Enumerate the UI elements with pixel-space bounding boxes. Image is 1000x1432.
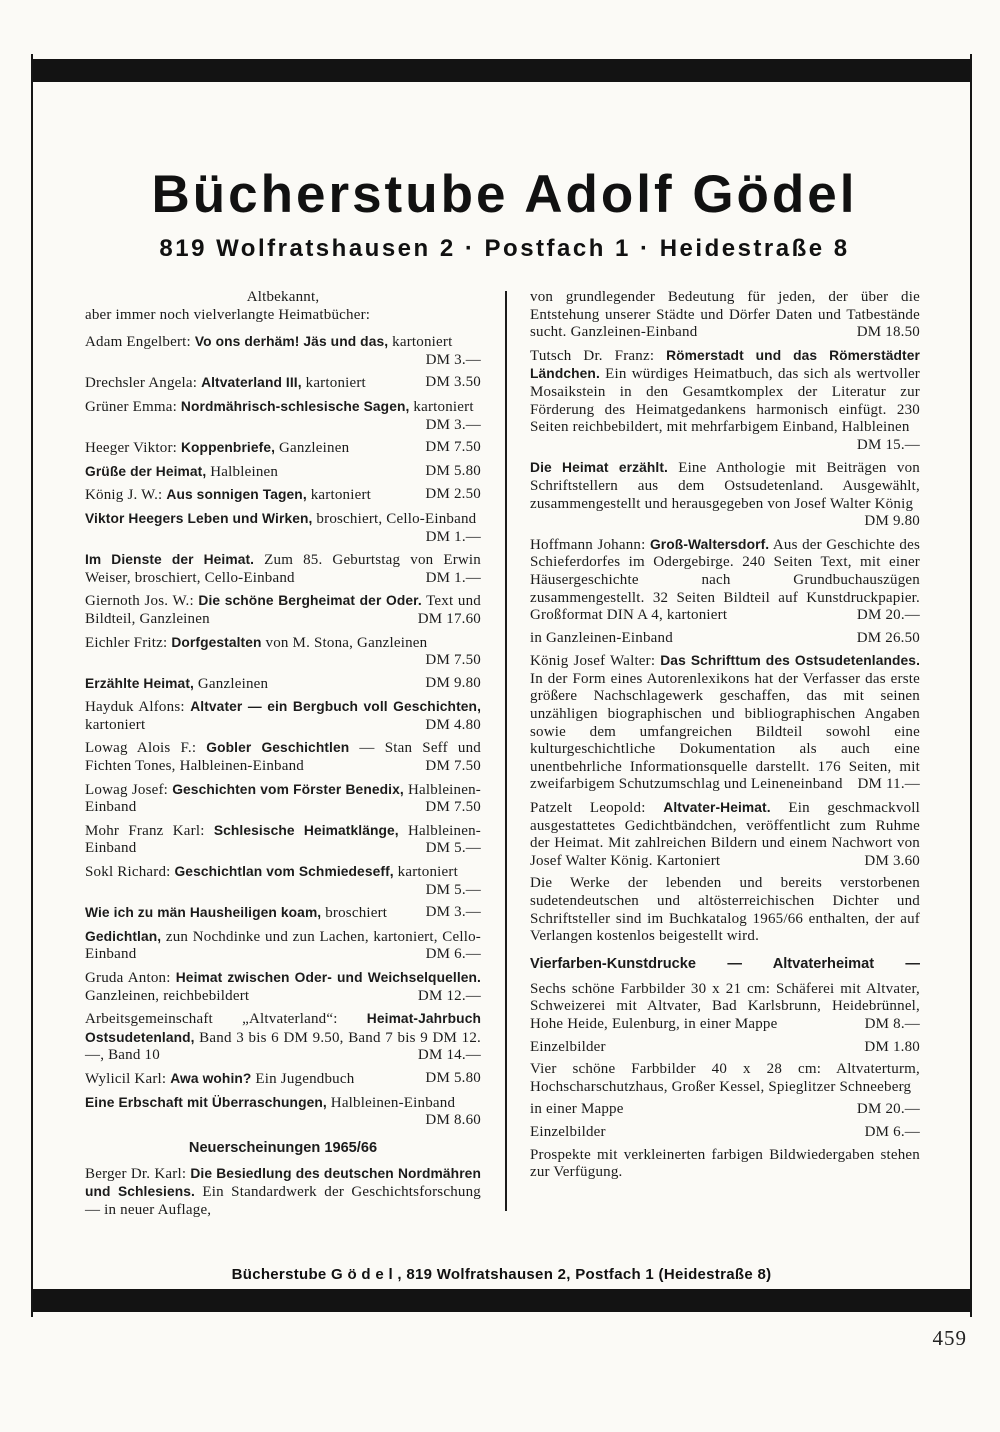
- page-frame: [31, 54, 972, 1317]
- price: DM 7.50: [425, 799, 481, 816]
- book-entry: [85, 439, 481, 458]
- book-entry: [530, 875, 920, 945]
- entry-text: Berger Dr. Karl:: [85, 1165, 191, 1182]
- entry-text: Eichler Fritz:: [85, 634, 172, 651]
- price: DM 5.80: [425, 1069, 481, 1086]
- price: DM 9.80: [864, 513, 920, 530]
- book-entry: [85, 1165, 481, 1220]
- book-entry: [85, 634, 481, 670]
- book-title: Erzählte Heimat,: [85, 675, 194, 691]
- price: DM 7.50: [425, 439, 481, 456]
- book-entry: [530, 459, 920, 530]
- entry-text: Halbleinen-Einband: [326, 1094, 456, 1111]
- book-entry: [530, 1101, 920, 1119]
- entry-text: Grüner Emma:: [85, 398, 181, 415]
- entry-text: Halbleinen: [206, 463, 279, 480]
- entry-text: Ein geschmackvoll ausgestattetes Gedichtbändchen, veröffentlicht zum Ruhme der Heimat. Mit zahlreichen Bildern und einem Nachwort von Josef Walter König. Kartoniert: [530, 800, 921, 869]
- entry-text: in Ganzleinen-Einband: [530, 629, 673, 646]
- price: DM 1.80: [864, 1038, 920, 1055]
- top-rule: [33, 59, 970, 82]
- book-title: Die Besiedlung des deutschen Nordmähren und Schlesiens.: [85, 1165, 481, 1200]
- book-entry: [530, 347, 920, 455]
- book-entry: [85, 781, 481, 817]
- price: DM 5.80: [425, 462, 481, 479]
- price: DM 7.50: [425, 652, 481, 669]
- price: DM 9.80: [425, 674, 481, 691]
- price: DM 3.60: [864, 852, 920, 869]
- section-heading: Neuerscheinungen 1965/66: [188, 1139, 378, 1156]
- entry-text: in einer Mappe: [530, 1101, 624, 1118]
- price: DM 17.60: [417, 610, 481, 627]
- price: DM 8.60: [425, 1112, 481, 1129]
- entry-text: broschiert: [321, 905, 388, 922]
- price: DM 1.—: [425, 528, 481, 545]
- entry-text: broschiert, Cello-Einband: [312, 510, 477, 527]
- entry-text: zun Nochdinke und zun Lachen, kartoniert, Cello-Einband: [85, 928, 481, 963]
- book-entry: [530, 1147, 920, 1182]
- left-column: [85, 289, 481, 1225]
- book-entry: [85, 510, 481, 546]
- book-entry: [85, 969, 481, 1005]
- entry-text: Einzelbilder: [530, 1123, 606, 1140]
- entry-text: Mohr Franz Karl:: [85, 822, 214, 839]
- entry-text: kartoniert: [409, 398, 474, 415]
- entry-text: Lowag Josef:: [85, 781, 173, 798]
- price: DM 18.50: [856, 324, 920, 341]
- entry-text: Ein Standardwerk der Geschichtsforschung — in neuer Auflage,: [85, 1184, 481, 1218]
- page-subtitle: 819 Wolfratshausen 2 · Postfach 1 · Heidestraße 8: [159, 235, 850, 262]
- book-title: Altvaterland III,: [201, 375, 302, 391]
- entry-text: Eine Anthologie mit Beiträgen von Schriftstellern aus dem Ostsudetenland. Ausgewählt, zusammengestellt und herausgegeben von Josef Walter König: [530, 460, 920, 512]
- page-number: 459: [932, 1326, 967, 1350]
- entry-text: Ganzleinen: [275, 440, 350, 457]
- entry-text: von M. Stona, Ganzleinen: [261, 634, 428, 651]
- book-title: Eine Erbschaft mit Überraschungen,: [85, 1094, 327, 1110]
- entry-text: Gruda Anton:: [85, 970, 176, 986]
- price: DM 5.—: [425, 840, 481, 857]
- entry-text: kartoniert: [306, 487, 372, 504]
- price: DM 5.—: [425, 881, 481, 898]
- price: DM 8.—: [864, 1015, 920, 1032]
- book-entry: [85, 1094, 481, 1130]
- price: DM 3.—: [425, 351, 481, 368]
- book-entry: [85, 928, 481, 964]
- book-entry: [85, 822, 481, 858]
- book-entry: [85, 739, 481, 775]
- entry-text: Wylicil Karl:: [85, 1070, 171, 1087]
- entry-text: von grundlegender Bedeutung für jeden, der über die Entstehung unserer Städte und Dörfer Daten und Tatbestände sucht. Ganzleinen-Einband: [530, 289, 920, 341]
- book-entry: [85, 592, 481, 628]
- price: DM 2.50: [425, 486, 481, 503]
- entry-text: Ganzleinen, reichbebildert: [85, 987, 250, 1004]
- entry-text: Aus der Geschichte des Schieferdorfes im Odergebirge. 240 Seiten Text, mit einer Häusergeschichte nach Grundbuchauszügen zusammengestellt. 32 Seiten Bildteil auf Kunstdruckpapier. Großformat DIN A 4, kartoniert: [530, 536, 920, 624]
- price: DM 15.—: [856, 436, 920, 453]
- book-title: Gedichtlan,: [85, 928, 162, 944]
- book-title: Aus sonnigen Tagen,: [166, 487, 307, 503]
- entry-text: Ein Jugendbuch: [251, 1070, 355, 1087]
- entry-text: Drechsler Angela:: [85, 375, 202, 392]
- price: DM 1.—: [425, 569, 481, 586]
- book-title: Schlesische Heimatklänge,: [213, 822, 399, 838]
- book-title: Koppenbriefe,: [180, 440, 276, 456]
- book-title: Viktor Heegers Leben und Wirken,: [85, 510, 313, 526]
- price: DM 12.—: [417, 987, 481, 1004]
- price: DM 6.—: [864, 1123, 920, 1140]
- entry-text: Giernoth Jos. W.:: [85, 593, 199, 610]
- book-entry: [85, 374, 481, 393]
- book-entry: [85, 1010, 481, 1065]
- book-title: Heimat zwischen Oder- und Weichselquellen.: [175, 970, 481, 985]
- book-title: Das Schrifttum des Ostsudetenlandes.: [660, 653, 920, 669]
- book-entry: [530, 652, 920, 794]
- entry-text: Tutsch Dr. Franz:: [530, 347, 667, 364]
- book-entry: [530, 981, 920, 1034]
- column-intro: [85, 289, 481, 324]
- book-entry: [85, 463, 481, 482]
- price: DM 7.50: [425, 758, 481, 775]
- book-title: Dorfgestalten: [171, 634, 262, 650]
- entry-text: — Stan Seff und Fichten Tones, Halbleinen-Einband: [85, 740, 481, 775]
- page-title: Bücherstube Adolf Gödel: [151, 165, 858, 224]
- book-entry: [530, 630, 920, 648]
- entry-text: Sokl Richard:: [85, 864, 175, 881]
- book-title: Die schöne Bergheimat der Oder.: [198, 593, 422, 609]
- footer-line: Bücherstube G ö d e l , 819 Wolfratshausen 2, Postfach 1 (Heidestraße 8): [231, 1266, 772, 1283]
- book-entry: [530, 536, 920, 625]
- book-title: Gobler Geschichtlen: [206, 740, 350, 756]
- price: DM 3.—: [425, 416, 481, 433]
- price: DM 20.—: [856, 607, 920, 624]
- section-heading: Vierfarben-Kunstdrucke — Altvaterheimat —: [530, 955, 920, 972]
- price: DM 3.50: [425, 374, 481, 391]
- book-entry: [530, 1061, 920, 1096]
- book-title: Wie ich zu män Hausheiligen koam,: [85, 905, 322, 921]
- entry-text: König Josef Walter:: [530, 653, 661, 670]
- entry-text: Halbleinen-Einband: [85, 822, 481, 857]
- entry-text: Arbeitsgemeinschaft „Altvaterland“:: [85, 1011, 367, 1028]
- book-title: Groß-Waltersdorf.: [649, 536, 770, 552]
- entry-text: Heeger Viktor:: [85, 440, 181, 457]
- intro-line: Altbekannt,: [246, 289, 320, 305]
- book-entry: [85, 333, 481, 369]
- book-title: Grüße der Heimat,: [85, 463, 207, 479]
- entry-text: Text und Bildteil, Ganzleinen: [85, 593, 481, 627]
- book-title: Im Dienste der Heimat.: [85, 552, 255, 568]
- book-entry: [530, 1124, 920, 1142]
- price: DM 4.80: [425, 716, 481, 733]
- book-entry: [85, 863, 481, 899]
- entry-text: Halbleinen-Einband: [85, 781, 481, 816]
- price: DM 11.—: [857, 776, 920, 793]
- entry-text: Vier schöne Farbbilder 40 x 28 cm: Altvaterturm, Hochscharschutzhaus, Großer Kessel, Spieglitzer Schneeberg: [530, 1061, 920, 1095]
- entry-text: Adam Engelbert:: [85, 334, 195, 351]
- book-title: Vo ons derhäm! Jäs und das,: [194, 334, 389, 350]
- entry-text: Ganzleinen: [193, 675, 269, 692]
- book-entry: [85, 675, 481, 694]
- entry-text: In der Form eines Autorenlexikons hat der Verfasser das erste größere Nachschlagewerk geschaffen, das mit seinen unzähligen biographischen und bibliographischen Angaben sowie dem umfangreichen Bildteil sowohl eine kulturgeschichtliche Dokumentation als auch eine unentbehrliche Informationsquelle darstellt. 176 Seiten, mit zweifarbigem Schutzumschlag und Leineneinband: [530, 670, 920, 793]
- entry-text: Zum 85. Geburtstag von Erwin Weiser, broschiert, Cello-Einband: [85, 552, 482, 586]
- price: DM 20.—: [856, 1101, 920, 1118]
- book-title: Heimat-Jahrbuch Ostsudetenland,: [85, 1011, 481, 1045]
- price: DM 14.—: [417, 1047, 481, 1064]
- price: DM 6.—: [425, 946, 481, 963]
- book-entry: [85, 551, 481, 587]
- entry-text: König J. W.:: [85, 487, 167, 504]
- entry-text: Einzelbilder: [530, 1038, 606, 1055]
- book-entry: [530, 799, 920, 870]
- entry-text: Die Werke der lebenden und bereits verstorbenen sudetendeutschen und altösterreichischen Dichter und Schriftsteller sind im Buchkatalog 1965/66 enthalten, der auf Verlangen kostenlos beigestellt wird.: [530, 875, 920, 945]
- entry-text: Hayduk Alfons:: [85, 699, 191, 716]
- book-title: Altvater — ein Bergbuch voll Geschichten,: [190, 699, 482, 715]
- book-entry: [85, 1070, 481, 1089]
- book-title: Geschichtlan vom Schmiedeseff,: [174, 864, 394, 880]
- book-entry: [85, 904, 481, 923]
- book-title: Die Heimat erzählt.: [530, 460, 668, 476]
- book-entry: [530, 289, 920, 342]
- entry-text: kartoniert: [85, 716, 146, 733]
- entry-text: Band 3 bis 6 DM 9.50, Band 7 bis 9 DM 12.—, Band 10: [85, 1029, 481, 1064]
- book-title: Römerstadt und das Römerstädter Ländchen.: [530, 347, 920, 382]
- intro-line: aber immer noch vielverlangte Heimatbücher:: [85, 306, 371, 323]
- book-title: Geschichten vom Förster Benedix,: [172, 781, 404, 797]
- entry-text: Sechs schöne Farbbilder 30 x 21 cm: Schäferei mit Altvater, Schweizerei mit Altvater, Bad Karlsbrunn, Heidebrünnel, Hohe Heide, Eulenburg, in einer Mappe: [530, 980, 920, 1032]
- column-divider: [505, 291, 507, 1211]
- book-entry: [85, 486, 481, 505]
- entry-text: kartoniert: [388, 334, 453, 351]
- bottom-rule: [33, 1289, 970, 1312]
- right-column: [530, 289, 920, 1225]
- book-entry: [530, 1039, 920, 1057]
- book-title: Nordmährisch-schlesische Sagen,: [180, 398, 410, 414]
- entry-text: kartoniert: [393, 864, 458, 881]
- page-content: [85, 136, 924, 1225]
- columns: [85, 289, 924, 1225]
- price: DM 26.50: [856, 629, 920, 646]
- entry-text: Patzelt Leopold:: [530, 800, 664, 817]
- entry-text: Lowag Alois F.:: [85, 740, 207, 757]
- entry-text: Hoffmann Johann:: [530, 536, 650, 553]
- book-entry: [85, 398, 481, 434]
- price: DM 3.—: [425, 904, 481, 921]
- book-title: Altvater-Heimat.: [663, 800, 771, 816]
- entry-text: kartoniert: [301, 375, 366, 392]
- entry-text: Prospekte mit verkleinerten farbigen Bildwiedergaben stehen zur Verfügung.: [530, 1146, 920, 1181]
- book-entry: [85, 698, 481, 734]
- book-title: Awa wohin?: [170, 1070, 252, 1086]
- entry-text: Ein würdiges Heimatbuch, das sich als wertvoller Mosaikstein in den Gesamtkomplex der Literatur zur Förderung des Heimatgedankens harmonisch einfügt. 230 Seiten reichbebildert, mit mehrfarbigem Einband, Halbleinen: [530, 366, 920, 436]
